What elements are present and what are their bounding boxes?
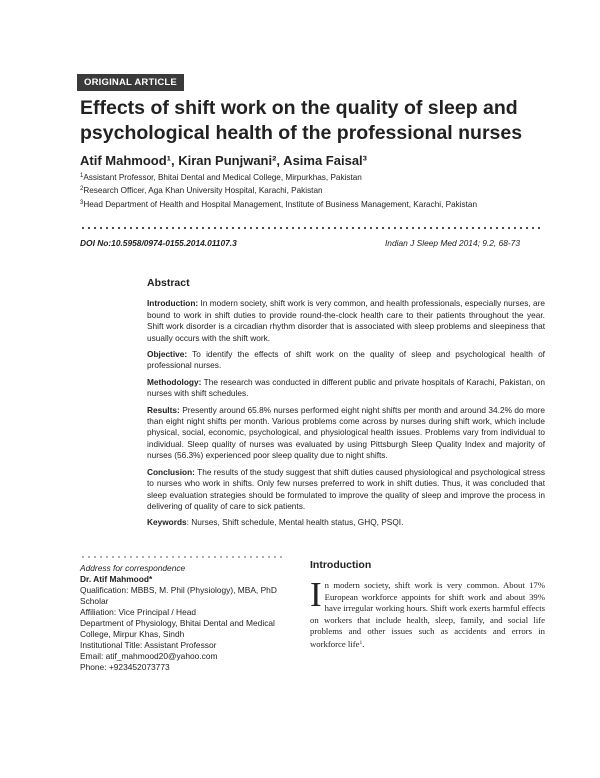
correspondence-phone: Phone: +923452073773 (80, 662, 170, 672)
abstract-results: Results: Presently around 65.8% nurses performed eight night shifts per month and around 34.2% do more than eight night shifts per month. Various problems come across by nurses during shift work, which include physical, social, economic, psychological, and physiological health issues. Problems vary from individual to individual. Sleep quality of nurses was evaluated by using Pittsburgh Sleep Quality Index and majority of nurses (56.3%) experienced poor sleep quality due to night shifts. (147, 404, 545, 461)
dotted-divider (80, 226, 540, 230)
correspondence-block (80, 563, 295, 673)
abstract-heading: Abstract (147, 277, 190, 289)
abstract-conclusion: Conclusion: The results of the study suggest that shift duties caused physiological and psychological stress to nurses who work in shifts. Only few nurses preferred to work in shift duties. Thus, it was concluded that sleep evaluation strategies should be formulated to improve the quality of sleep and improve the process in delivering of quality of care to sick patients. (147, 466, 545, 511)
introduction-heading: Introduction (310, 559, 372, 571)
correspondence-affiliation: Affiliation: Vice Principal / Head (80, 607, 197, 617)
affiliation-1: $^1$Assistant Professor, Bhitai Dental and Medical College, Mirpurkhas, Pakistan (80, 173, 362, 182)
journal-citation: Indian J Sleep Med 2014; 9.2, 68-73 (384, 238, 520, 248)
correspondence-qualification: Qualification: MBBS, M. Phil (Physiology), MBA, PhD Scholar (80, 585, 277, 606)
abstract-introduction: Introduction: In modern society, shift work is very common, and health professionals, especially nurses, are bound to work in shift duties to provide round-the-clock health care to their patients throughout the year. Shift work disorder is a circadian rhythm disorder that is associated with sleep problems and sleepiness that usually occurs with the shift work. (147, 298, 545, 343)
abstract-objective: Objective: To identify the effects of shift work on the quality of sleep and psychological health of professional nurses. (147, 349, 545, 371)
abstract-keywords: Keywords: Nurses, Shift schedule, Mental health status, GHQ, PSQI. (147, 517, 404, 528)
correspondence-divider (80, 555, 286, 559)
correspondence-name: Dr. Atif Mahmood* (80, 574, 153, 584)
correspondence-title: Institutional Title: Assistant Professor (80, 640, 217, 650)
affiliation-2: $^2$Research Officer, Aga Khan University Hospital, Karachi, Pakistan (80, 186, 323, 195)
correspondence-department: Department of Physiology, Bhitai Dental and Medical College, Mirpur Khas, Sindh (80, 618, 275, 639)
correspondence-label: Address for correspondence (80, 563, 186, 573)
affiliation-3: $^3$Head Department of Health and Hospital Management, Institute of Business Management, Karachi, Pakistan (80, 200, 478, 209)
abstract (147, 278, 545, 534)
doi: DOI No:10.5958/0974-0155.2014.01107.3 (80, 238, 237, 248)
author-list: Atif Mahmood¹, Kiran Punjwani², Asima Faisal³ (80, 153, 367, 168)
article-title: Effects of shift work on the quality of sleep and psychological health of the professional nurses (80, 97, 523, 144)
correspondence-email: Email: atif_mahmood20@yahoo.com (80, 651, 218, 661)
article-type-badge: ORIGINAL ARTICLE (77, 74, 184, 91)
abstract-methodology: Methodology: The research was conducted in different public and private hospitals of Karachi, Pakistan, on nurses with shift schedules. (147, 376, 545, 399)
drop-cap: I (310, 575, 322, 614)
introduction-text: In modern society, shift work is very common. About 17% European workforce appoints for shift work and about 39% have irregular working hours. Shift work exerts harmful effects on workers that include health, sleep, family, and social life problems and other issues such as accidents and errors in workforce life$^1$. (310, 575, 545, 649)
reference-marker: 1 (359, 639, 363, 646)
